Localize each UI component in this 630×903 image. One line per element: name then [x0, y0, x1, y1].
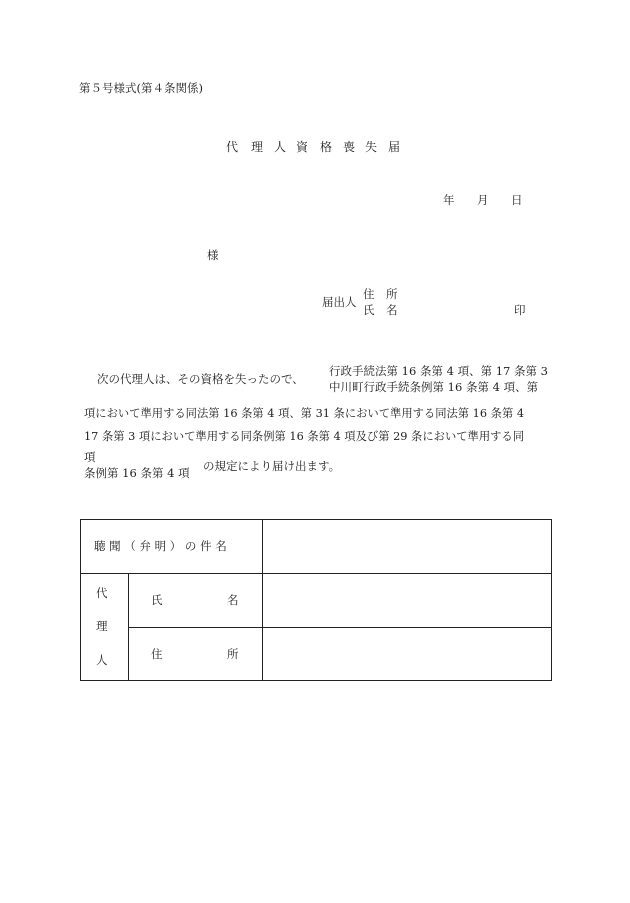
- agent-label-char: 理: [96, 619, 108, 633]
- applicant-label: 届出人: [322, 295, 357, 309]
- body-option-b: 中川町行政手続条例第 16 条第 4 項、第: [329, 380, 539, 394]
- table-row-divider: [81, 573, 551, 574]
- body-line-3: 項において準用する同法第 16 条第 4 項、第 31 条において準用する同法第 16 条第 4: [84, 407, 525, 420]
- table-row-divider: [128, 627, 551, 628]
- applicant-address-label-2: 所: [386, 287, 398, 301]
- hearing-subject-field[interactable]: [264, 521, 550, 572]
- body-lead: 次の代理人は、その資格を失ったので、: [97, 372, 304, 386]
- seal-mark: 印: [514, 303, 526, 317]
- date-day-label: 日: [511, 193, 523, 207]
- agent-name-label-2: 名: [227, 593, 239, 607]
- agent-info-table: [80, 519, 552, 681]
- applicant-name-label-1: 氏: [363, 303, 375, 317]
- title-char: 格: [320, 140, 333, 154]
- agent-label-char: 代: [96, 586, 108, 600]
- agent-name-label-1: 氏: [151, 593, 163, 607]
- agent-label-char: 人: [96, 653, 108, 667]
- title-char: 理: [251, 140, 264, 154]
- agent-address-field[interactable]: [264, 629, 550, 679]
- title-char: 代: [226, 140, 239, 154]
- date-year-label: 年: [443, 193, 455, 207]
- table-column-divider: [262, 520, 263, 680]
- table-column-divider: [128, 573, 129, 680]
- body-line-5a: 項: [84, 450, 96, 464]
- body-line-5b: 条例第 16 条第 4 項: [84, 466, 190, 480]
- body-closing: の規定により届け出ます。: [203, 459, 341, 473]
- agent-address-label-2: 所: [227, 647, 239, 661]
- applicant-name-label-2: 名: [386, 303, 398, 317]
- date-month-label: 月: [477, 193, 489, 207]
- title-char: 喪: [343, 140, 356, 154]
- addressee-suffix: 様: [207, 248, 219, 262]
- form-number-header: 第５号様式(第４条関係): [79, 81, 203, 95]
- body-line-4: 17 条第 3 項において準用する同条例第 16 条第 4 項及び第 29 条において準用する同: [84, 430, 525, 443]
- hearing-subject-label: 聴 聞 （ 弁 明 ） の 件 名: [94, 539, 227, 553]
- applicant-address-label-1: 住: [363, 287, 375, 301]
- title-char: 人: [274, 140, 287, 154]
- agent-address-label-1: 住: [151, 647, 163, 661]
- title-char: 資: [296, 140, 309, 154]
- body-option-a: 行政手続法第 16 条第 4 項、第 17 条第 3: [329, 364, 548, 378]
- agent-name-field[interactable]: [264, 575, 550, 626]
- title-char: 失: [365, 140, 378, 154]
- title-char: 届: [388, 140, 401, 154]
